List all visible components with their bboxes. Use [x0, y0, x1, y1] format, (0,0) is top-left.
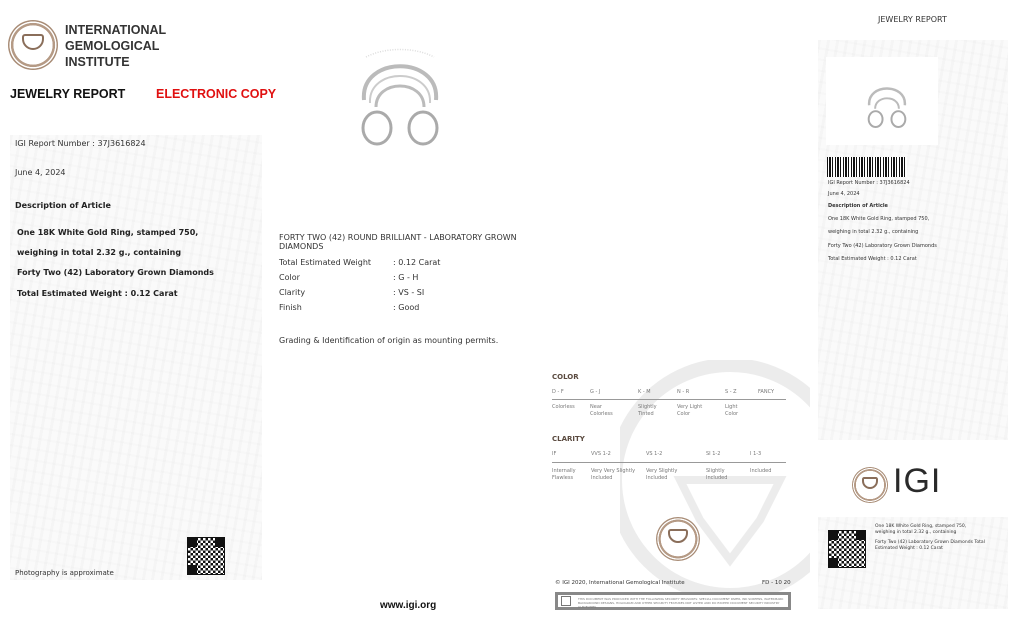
security-notice [555, 592, 791, 610]
description-line: Total Estimated Weight : 0.12 Carat [17, 289, 178, 298]
ring-photo [350, 45, 450, 150]
clarity-desc: Included [750, 468, 772, 474]
grade-label: Total Estimated Weight [279, 258, 372, 267]
ring-thumbnail [862, 78, 912, 130]
institute-line-2: GEMOLOGICAL [65, 39, 160, 53]
form-code: FD - 10 20 [762, 580, 791, 586]
color-value: G - H [398, 273, 419, 282]
right-bottom-line: One 18K White Gold Ring, stamped 750, [875, 524, 967, 529]
clarity-grade: VS 1-2 [646, 451, 663, 457]
divider [552, 462, 786, 463]
clarity-desc: Internally Flawless [552, 468, 576, 481]
grade-label: Color [279, 273, 300, 282]
copyright: © IGI 2020, International Gemological Institute [555, 580, 685, 586]
clarity-desc: Very Very Slightly Included [591, 468, 636, 481]
igi-seal-logo [8, 20, 58, 70]
clarity-grade: VVS 1-2 [591, 451, 611, 457]
clarity-grade: SI 1-2 [706, 451, 721, 457]
clarity-desc: Very Slightly Included [646, 468, 678, 481]
institute-line-1: INTERNATIONAL [65, 23, 167, 37]
right-bottom-line: Estimated Weight : 0.12 Carat [875, 546, 943, 551]
color-desc: Light Color [725, 404, 739, 417]
security-text: THIS DOCUMENT WAS PRODUCED WITH THE FOLLOWING SECURITY MEASURES: SPECIAL DOCUMENT PAPER, INK SCREENS, WATERMARK BACKGROUND DESIGNS, HOLOGRAM AND OTHER SECURITY FEATURES NOT LISTED AND DO EXCEED DOCUMENT SECURITY INDUSTRY GUIDELINES. [578, 597, 784, 609]
right-qr-code[interactable] [828, 530, 866, 568]
grading-heading-2: DIAMONDS [279, 242, 324, 251]
institute-name [65, 22, 166, 70]
clarity-scale-title: CLARITY [552, 435, 585, 443]
color-grade: N - R [677, 389, 690, 395]
color-grade: D - F [552, 389, 564, 395]
color-grade: G - J [590, 389, 601, 395]
electronic-copy-label: ELECTRONIC COPY [156, 87, 277, 101]
right-description-line: Total Estimated Weight : 0.12 Carat [828, 256, 917, 262]
color-scale-title: COLOR [552, 373, 579, 381]
description-line: One 18K White Gold Ring, stamped 750, [17, 228, 199, 237]
diamond-icon [862, 477, 878, 489]
right-description-heading: Description of Article [828, 203, 888, 209]
grade-value: : G - H [393, 273, 419, 282]
clarity-grade: IF [552, 451, 557, 457]
grade-label: Clarity [279, 288, 306, 297]
clarity-grade: I 1-3 [750, 451, 762, 457]
grade-label: Finish [279, 303, 302, 312]
document-lock-icon [561, 596, 571, 606]
report-date: June 4, 2024 [15, 168, 66, 177]
finish-value: Good [398, 303, 420, 312]
color-grade: FANCY [758, 389, 775, 395]
description-line: Forty Two (42) Laboratory Grown Diamonds [17, 268, 214, 277]
grade-value: : Good [393, 303, 420, 312]
description-line: weighing in total 2.32 g., containing [17, 248, 182, 257]
right-description-line: One 18K White Gold Ring, stamped 750, [828, 216, 930, 222]
right-date: June 4, 2024 [828, 191, 860, 197]
right-report-title: JEWELRY REPORT [878, 15, 947, 24]
right-description-line: weighing in total 2.32 g., containing [828, 229, 919, 235]
total-weight-value: 0.12 Carat [398, 258, 441, 267]
color-grade: K - M [638, 389, 651, 395]
grade-value: : 0.12 Carat [393, 258, 441, 267]
color-desc: Near Colorless [590, 404, 613, 417]
color-grade: S - Z [725, 389, 737, 395]
right-bottom-line: weighing in total 2.32 g., containing [875, 530, 957, 535]
grading-heading-1: FORTY TWO (42) ROUND BRILLIANT - LABORATORY GROWN [279, 233, 517, 242]
institute-line-3: INSTITUTE [65, 55, 130, 69]
qr-code[interactable] [187, 537, 225, 575]
color-desc: Very Light Color [677, 404, 703, 417]
color-desc: Colorless [552, 404, 575, 410]
right-report-number: IGI Report Number : 37J3616824 [828, 180, 910, 186]
igi-brand-text: IGI [893, 462, 942, 500]
igi-seal-small [656, 517, 700, 561]
clarity-desc: Slightly Included [706, 468, 728, 481]
diamond-icon [668, 529, 688, 543]
website-link[interactable]: www.igi.org [380, 600, 437, 611]
grading-note: Grading & Identification of origin as mounting permits. [279, 336, 499, 345]
photo-note: Photography is approximate [15, 569, 114, 577]
description-heading: Description of Article [15, 201, 111, 210]
clarity-value: VS - SI [398, 288, 425, 297]
right-bottom-line: Forty Two (42) Laboratory Grown Diamonds Total [875, 540, 985, 545]
report-title: JEWELRY REPORT [10, 87, 126, 101]
igi-seal-brand [852, 467, 888, 503]
grade-value: : VS - SI [393, 288, 425, 297]
report-number: IGI Report Number : 37J3616824 [15, 139, 146, 148]
divider [552, 399, 786, 400]
color-desc: Slightly Tinted [638, 404, 657, 417]
barcode [827, 157, 907, 177]
diamond-icon [22, 34, 44, 50]
right-description-line: Forty Two (42) Laboratory Grown Diamonds [828, 243, 937, 249]
